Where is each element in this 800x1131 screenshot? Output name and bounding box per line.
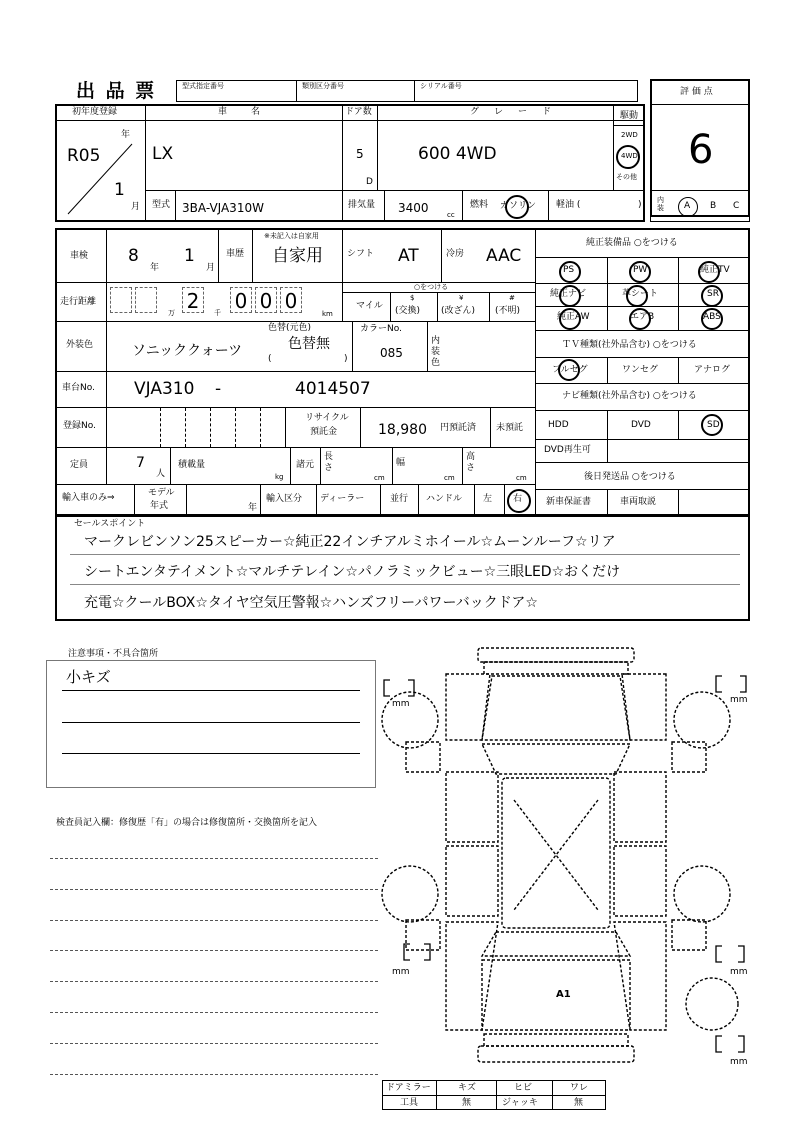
doc-warranty: 新車保証書 <box>546 497 592 507</box>
interior-a-circle <box>678 197 698 217</box>
sales-line-1: マークレビンソン25スピーカー☆純正22インチアルミホイール☆ムーンルーフ☆リア <box>84 534 616 550</box>
score-value: 6 <box>688 127 714 173</box>
first-reg-year: R05 <box>67 146 101 166</box>
option-sr-circle <box>701 285 723 307</box>
mileage-km: km <box>322 310 333 318</box>
history-value: 自家用 <box>272 246 323 266</box>
option-aw-circle <box>559 308 581 330</box>
option-sr: SR <box>707 289 719 299</box>
import-year-unit: 年 <box>248 503 258 513</box>
option-airbag-circle <box>629 308 651 330</box>
legend-h0: ドアミラー <box>386 1083 431 1093</box>
ac-value: AAC <box>486 246 522 266</box>
exterior-label: 外装色 <box>66 340 94 350</box>
fuel-close: ) <box>638 200 642 210</box>
displacement-label: 排気量 <box>348 200 376 210</box>
legend-v3: 無 <box>574 1098 584 1108</box>
tv-analog: アナログ <box>694 365 731 375</box>
damage-mark-a1: A1 <box>556 989 571 1000</box>
option-pw-circle <box>629 261 651 283</box>
interior-c: C <box>733 201 740 211</box>
color-no-label: カラーNo. <box>360 324 402 334</box>
repaint-value: 色替無 <box>288 336 330 352</box>
car-diagram <box>380 640 760 1080</box>
tv-oneseg: ワンセグ <box>622 365 659 375</box>
cc-unit: cc <box>447 211 455 219</box>
score-label: 評 価 点 <box>680 87 713 97</box>
mileage-tampered: (改ざん) <box>441 306 476 316</box>
width-label: 幅 <box>396 458 406 468</box>
interior-color-label: 内装色 <box>431 336 441 368</box>
doors-sub: D <box>366 177 373 187</box>
mileage-exchanged-sym: $ <box>410 294 415 302</box>
nav-dvd: DVD <box>631 420 651 430</box>
car-name: LX <box>152 144 174 164</box>
repaint-paren-close: ) <box>344 354 348 364</box>
first-reg-month: 1 <box>114 180 125 200</box>
recycle-label-2: 預託金 <box>310 427 338 437</box>
mm-label-rl: mm <box>392 967 410 977</box>
option-aw: 純正AW <box>557 312 590 322</box>
tv-title: ＴＶ種類(社外品含む) ○をつける <box>562 340 697 350</box>
code-strip <box>176 80 638 102</box>
mileage-tampered-sym: ¥ <box>459 294 464 302</box>
grade-label: グ レ ー ド <box>470 107 555 117</box>
car-name-label: 車 名 <box>218 107 263 117</box>
nav-title: ナビ種類(社外品含む) ○をつける <box>562 391 697 401</box>
drive-other: その他 <box>616 173 637 181</box>
form-title: 出 品 票 <box>76 80 157 102</box>
history-label: 車歴 <box>226 249 245 259</box>
option-pw: PW <box>633 265 648 275</box>
mileage-digit-4: 0 <box>230 287 252 313</box>
option-leather-circle <box>626 285 648 307</box>
recycle-label-1: リサイクル <box>305 413 349 423</box>
option-tv-circle <box>698 261 720 283</box>
capacity-label: 定員 <box>70 460 89 470</box>
year-unit: 年 <box>121 130 131 140</box>
option-tv: 純正TV <box>700 265 730 275</box>
doc-manual: 車両取説 <box>620 497 657 507</box>
registration-label: 登録No. <box>63 421 96 431</box>
sales-points-label: セールスポイント <box>74 519 146 529</box>
import-dealer: ディーラー <box>320 494 365 504</box>
mileage-unknown-sym: # <box>509 294 515 302</box>
fuel-diesel: 軽油 ( <box>556 200 581 210</box>
mm-label-fl: mm <box>392 699 410 709</box>
model-code-label: 型式指定番号 <box>182 82 224 90</box>
chassis-dash: - <box>215 379 222 399</box>
ac-label: 冷房 <box>446 249 465 259</box>
import-label: 輸入車のみ⇒ <box>62 493 115 503</box>
notes-label: 注意事項・不具合箇所 <box>68 649 159 659</box>
chassis-label: 車台No. <box>62 383 95 393</box>
mileage-man: 万 <box>168 309 175 317</box>
shift-value: AT <box>398 246 419 266</box>
import-class-label: 輸入区分 <box>266 494 303 504</box>
month-unit: 月 <box>131 202 141 212</box>
handle-right-circle <box>507 489 531 513</box>
notes-line-1: 小キズ <box>66 668 111 686</box>
tv-fullseg: フルセグ <box>552 365 588 375</box>
handle-label: ハンドル <box>426 494 463 504</box>
mileage-circle-note: ○をつける <box>414 283 449 291</box>
interior-b: B <box>710 201 717 211</box>
nav-sd: SD <box>707 420 720 430</box>
shift-label: シフト <box>347 249 375 259</box>
legend-h1: キズ <box>458 1083 476 1093</box>
serial-label: シリアル番号 <box>420 82 462 90</box>
mileage-digit-6: 0 <box>280 287 302 313</box>
doors-value: 5 <box>356 147 364 161</box>
mileage-exchanged: (交換) <box>395 306 421 316</box>
options-title: 純正装備品 ○をつける <box>586 238 678 248</box>
mileage-unknown: (不明) <box>495 306 521 316</box>
option-navi: 純正ナビ <box>550 289 587 299</box>
inspection-year-unit: 年 <box>150 263 160 273</box>
model-value: 3BA-VJA310W <box>182 201 264 215</box>
handle-right: 右 <box>513 494 523 504</box>
exterior-value: ソニッククォーツ <box>132 343 243 359</box>
grade-value: 600 4WD <box>418 144 497 164</box>
later-docs-title: 後日発送品 ○をつける <box>584 472 676 482</box>
drive-4wd: 4WD <box>621 152 638 160</box>
mileage-digit-2 <box>135 287 157 313</box>
legend-h3: ワレ <box>570 1083 589 1093</box>
inspector-label: 検査員記入欄：修復歴「有」の場合は修復箇所・交換箇所を記入 <box>56 818 318 828</box>
nav-dvd-player: DVD再生可 <box>544 445 591 455</box>
option-abs: ABS <box>703 312 721 322</box>
dims-label: 諸元 <box>296 460 315 470</box>
handle-left: 左 <box>483 494 493 504</box>
height-label: 高さ <box>466 452 476 473</box>
import-parallel: 並行 <box>390 494 409 504</box>
capacity-unit: 人 <box>156 469 166 479</box>
color-no-value: 085 <box>380 346 403 360</box>
fuel-label: 燃料 <box>470 200 489 210</box>
option-abs-circle <box>701 308 723 330</box>
sales-line-2: シートエンタテイメント☆マルチテレイン☆パノラミックビュー☆三眼LED☆おくだけ <box>84 564 621 580</box>
option-navi-circle <box>559 285 581 307</box>
inspection-month-unit: 月 <box>206 263 216 273</box>
recycle-amount: 18,980 <box>378 422 427 438</box>
length-label: 長さ <box>324 452 334 473</box>
mileage-sen: 千 <box>214 309 221 317</box>
height-cm: cm <box>516 474 527 482</box>
interior-label: 内装 <box>657 196 664 213</box>
drive-2wd: 2WD <box>621 131 638 139</box>
mm-label-spare: mm <box>730 1057 748 1067</box>
doors-label: ドア数 <box>345 107 372 117</box>
first-reg-label: 初年度登録 <box>72 107 118 117</box>
capacity-value: 7 <box>136 455 145 471</box>
displacement-value: 3400 <box>398 201 429 215</box>
load-label: 積載量 <box>178 460 206 470</box>
repaint-label: 色替(元色) <box>268 323 312 333</box>
recycle-unpaid: 未預託 <box>496 423 524 433</box>
chassis-number: 4014507 <box>295 379 371 399</box>
mm-label-rr: mm <box>730 967 748 977</box>
mileage-digit-1 <box>110 287 132 313</box>
drive-4wd-circle <box>616 145 640 169</box>
mileage-label: 走行距離 <box>60 297 97 307</box>
mileage-mile: マイル <box>356 301 383 311</box>
nav-sd-circle <box>701 414 723 436</box>
load-kg: kg <box>275 473 284 481</box>
class-code-label: 類別区分番号 <box>302 82 344 90</box>
legend-v2: ジャッキ <box>502 1098 538 1108</box>
repaint-paren-open: ( <box>268 354 272 364</box>
chassis-prefix: VJA310 <box>134 379 195 399</box>
inspection-month: 1 <box>184 246 195 266</box>
option-airbag: エアB <box>630 312 655 322</box>
tv-fullseg-circle <box>558 359 580 381</box>
sales-line-3: 充電☆クールBOX☆タイヤ空気圧警報☆ハンズフリーパワーバックドア☆ <box>84 595 538 611</box>
interior-a: A <box>684 201 691 211</box>
width-cm: cm <box>444 474 455 482</box>
legend-v0: 工具 <box>400 1098 419 1108</box>
model-year-1: モデル <box>148 488 175 498</box>
drive-label: 駆動 <box>620 111 639 121</box>
length-cm: cm <box>374 474 385 482</box>
mileage-digit-3: 2 <box>182 287 204 313</box>
mm-label-fr: mm <box>730 695 748 705</box>
date-slash <box>60 140 140 220</box>
mileage-digit-5: 0 <box>255 287 277 313</box>
legend-v1: 無 <box>462 1098 472 1108</box>
legend-h2: ヒビ <box>514 1083 533 1093</box>
history-note: ※未記入は自家用 <box>264 232 319 240</box>
model-year-2: 年式 <box>150 501 169 511</box>
nav-hdd: HDD <box>548 420 569 430</box>
inspection-label: 車検 <box>70 251 89 261</box>
model-label: 型式 <box>152 200 171 210</box>
fuel-gasoline-circle <box>505 195 529 219</box>
option-leather: 革シート <box>622 289 659 299</box>
option-ps: PS <box>563 265 575 275</box>
recycle-status: 円預託済 <box>440 423 477 433</box>
option-ps-circle <box>559 261 581 283</box>
fuel-gasoline: ガソリン <box>500 201 537 211</box>
inspection-year: 8 <box>128 246 139 266</box>
